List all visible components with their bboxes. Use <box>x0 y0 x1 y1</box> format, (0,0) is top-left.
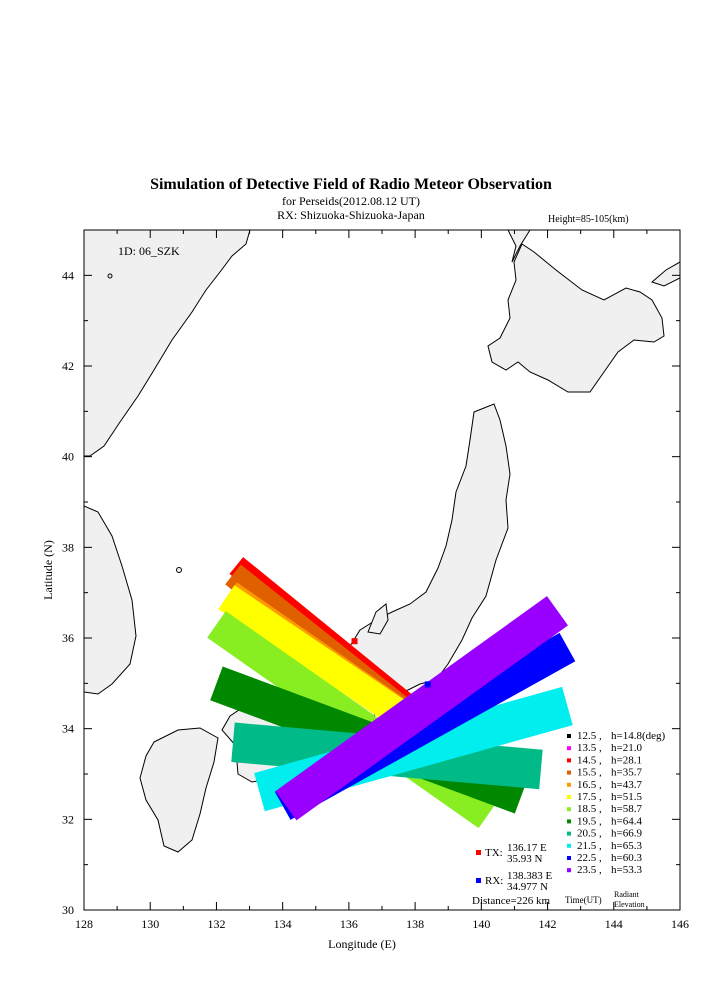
land-island <box>177 568 182 573</box>
legend-time: 16.5 , <box>577 778 602 791</box>
tx-latitude: 35.93 N <box>507 853 543 865</box>
land-island <box>108 274 112 278</box>
detection-bands <box>216 565 567 814</box>
legend-time: 22.5 , <box>577 852 602 864</box>
x-tick-label: 138 <box>406 917 425 931</box>
y-tick-label: 38 <box>62 540 74 555</box>
tx-label: TX: <box>485 847 503 859</box>
legend-swatch <box>567 819 571 823</box>
legend <box>567 730 665 876</box>
tx-marker <box>352 638 358 644</box>
y-tick-label: 32 <box>62 812 74 827</box>
distance-label: Distance=226 km <box>472 895 550 907</box>
legend-elevation: h=28.1 <box>611 754 642 767</box>
legend-elevation-header: Elevation <box>614 900 645 909</box>
height-range-label: Height=85-105(km) <box>548 214 629 225</box>
legend-time: 18.5 , <box>577 803 602 816</box>
chart-subtitle: for Perseids(2012.08.12 UT) <box>282 194 420 208</box>
legend-swatch <box>567 771 571 775</box>
y-tick-label: 30 <box>62 903 74 917</box>
legend-elevation: h=35.7 <box>611 766 642 779</box>
x-tick-label: 132 <box>207 917 226 931</box>
legend-time: 13.5 , <box>577 742 602 755</box>
legend-elevation: h=14.8(deg) <box>611 730 666 742</box>
x-tick-label: 142 <box>538 917 557 931</box>
x-tick-label: 140 <box>472 917 491 931</box>
x-tick-label: 136 <box>339 917 358 931</box>
y-tick-label: 34 <box>62 721 74 736</box>
land-korea <box>84 506 136 694</box>
tx-longitude: 136.17 E <box>507 842 547 854</box>
legend-swatch <box>567 832 571 836</box>
legend-swatch <box>567 734 571 738</box>
x-axis-label: Longitude (E) <box>328 937 396 951</box>
legend-elevation: h=43.7 <box>611 778 642 791</box>
receiver-title: RX: Shizuoka-Shizuoka-Japan <box>277 208 425 222</box>
legend-swatch <box>567 807 571 811</box>
y-axis-label: Latitude (N) <box>41 540 55 600</box>
rx-legend-swatch <box>476 878 481 883</box>
legend-time: 21.5 , <box>577 839 602 852</box>
land-kuril <box>652 262 680 286</box>
land-hokkaido <box>488 244 664 392</box>
legend-elevation: h=64.4 <box>611 815 642 828</box>
x-tick-label: 128 <box>75 917 93 931</box>
y-tick-label: 36 <box>62 631 74 645</box>
legend-time: 15.5 , <box>577 766 602 779</box>
x-tick-label: 134 <box>273 917 292 931</box>
legend-swatch <box>567 758 571 762</box>
x-tick-label: 130 <box>141 917 160 931</box>
x-tick-label: 144 <box>604 917 623 931</box>
rx-latitude: 34.977 N <box>507 881 548 893</box>
legend-time: 23.5 , <box>577 864 602 877</box>
legend-swatch <box>567 795 571 799</box>
legend-elevation: h=60.3 <box>611 852 642 864</box>
legend-time: 12.5 , <box>577 730 602 742</box>
legend-time-header: Time(UT) <box>565 895 602 905</box>
y-tick-label: 44 <box>62 268 74 283</box>
legend-elevation: h=65.3 <box>611 839 642 852</box>
legend-swatch <box>567 844 571 848</box>
legend-time: 14.5 , <box>577 754 602 767</box>
rx-marker <box>425 681 431 687</box>
chart-title: Simulation of Detective Field of Radio Meteor Observation <box>150 176 552 193</box>
tx-legend-swatch <box>476 850 481 855</box>
land-mainland <box>84 230 250 456</box>
legend-swatch <box>567 746 571 750</box>
legend-elevation: h=21.0 <box>611 742 642 755</box>
rx-longitude: 138.383 E <box>507 870 553 882</box>
legend-elevation: h=58.7 <box>611 803 642 816</box>
legend-elevation: h=51.5 <box>611 791 642 803</box>
legend-time: 20.5 , <box>577 827 602 840</box>
legend-swatch <box>567 856 571 860</box>
y-tick-label: 42 <box>62 359 74 373</box>
legend-elevation: h=53.3 <box>611 864 642 877</box>
legend-time: 19.5 , <box>577 815 602 828</box>
legend-radiant-header: Radiant <box>614 890 639 899</box>
station-id: 1D: 06_SZK <box>118 244 180 258</box>
y-tick-label: 40 <box>62 449 74 464</box>
rx-label: RX: <box>485 875 504 887</box>
legend-swatch <box>567 783 571 787</box>
land-kyushu <box>140 728 218 852</box>
legend-elevation: h=66.9 <box>611 827 642 840</box>
legend-swatch <box>567 868 571 872</box>
x-tick-label: 146 <box>671 917 689 931</box>
legend-time: 17.5 , <box>577 791 602 803</box>
